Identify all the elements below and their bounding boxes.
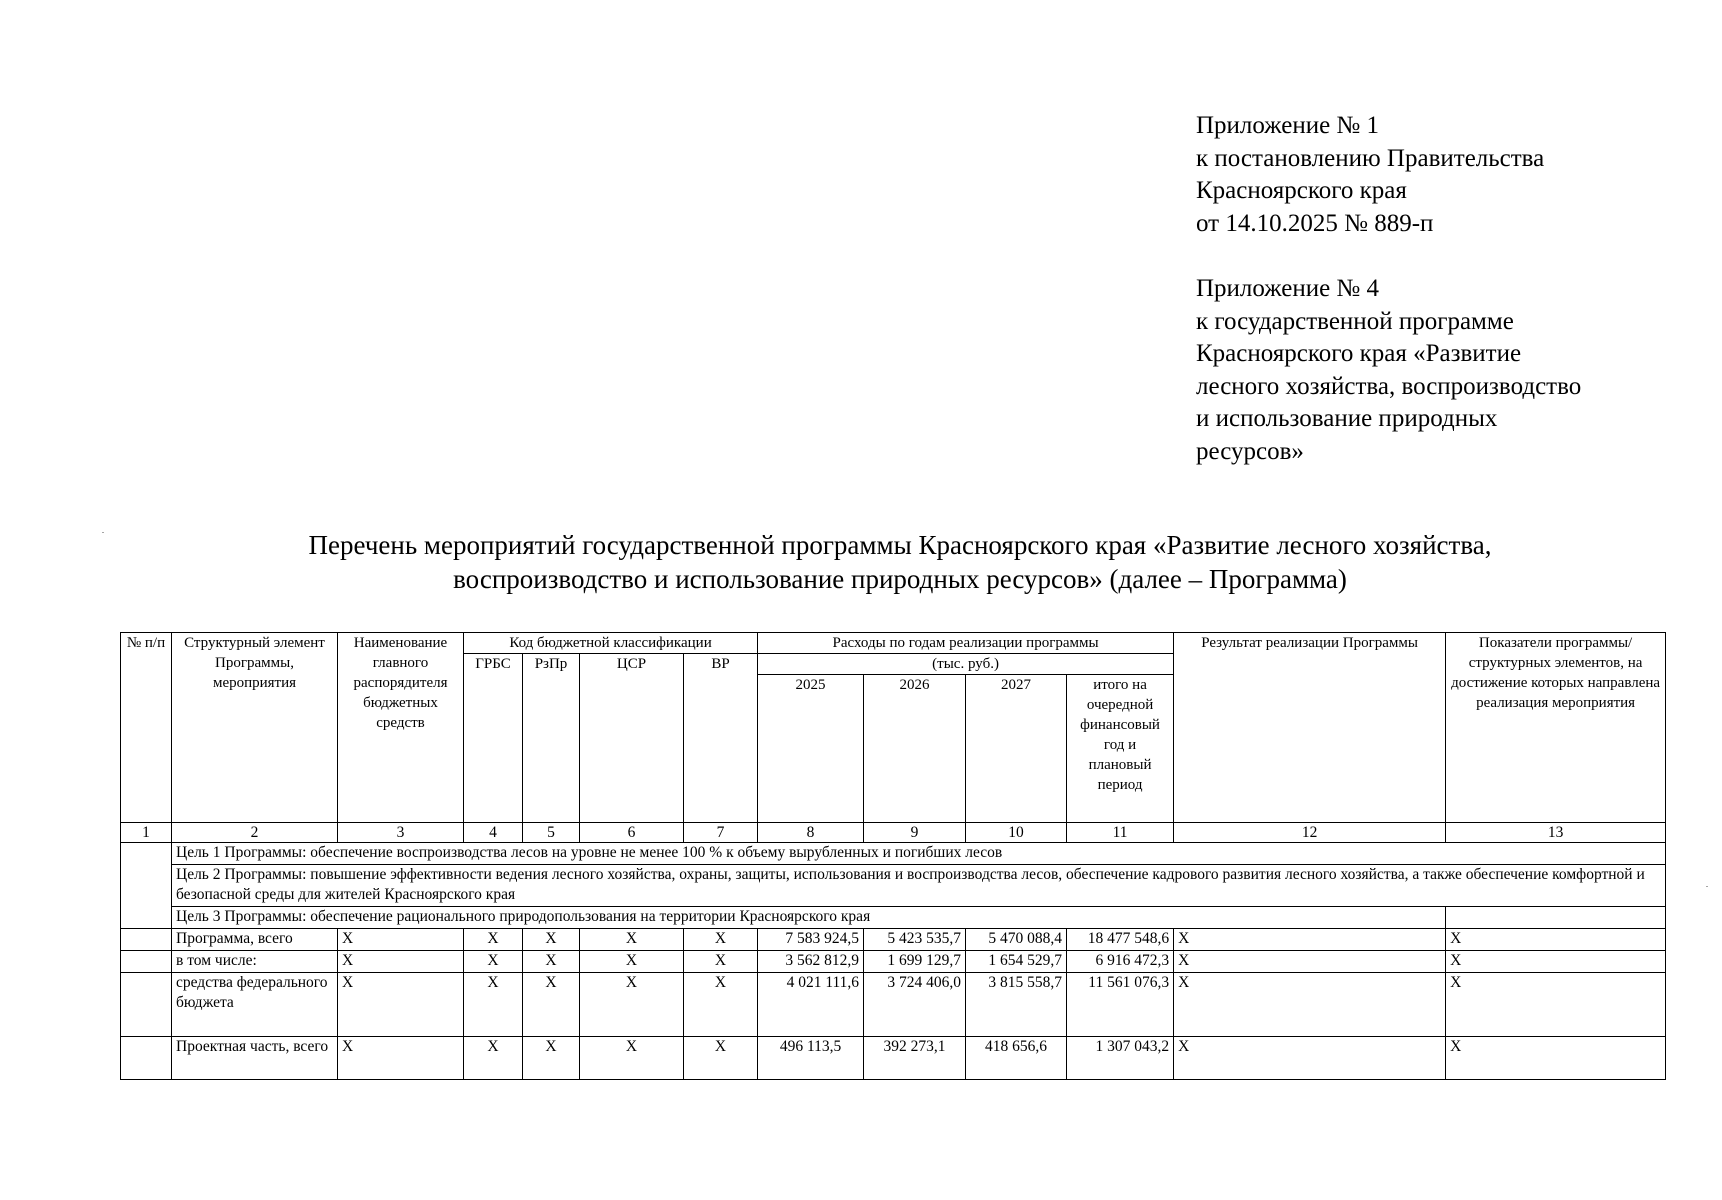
column-number: 8 bbox=[758, 823, 864, 843]
row-vr: X bbox=[684, 973, 758, 1037]
row-result: X bbox=[1174, 1037, 1446, 1080]
header-budget-code: Код бюджетной классификации bbox=[464, 633, 758, 654]
goal-1-text: Цель 1 Программы: обеспечение воспроизводства лесов на уровне не менее 100 % к объему вырубленных и погибших лесов bbox=[172, 843, 1666, 865]
goal-num-cell bbox=[121, 843, 172, 929]
row-2027: 5 470 088,4 bbox=[966, 929, 1067, 951]
goal-3-text: Цель 3 Программы: обеспечение рационального природопользования на территории Красноярского края bbox=[172, 907, 1446, 929]
header-grbs: ГРБС bbox=[464, 654, 523, 823]
measures-table bbox=[120, 632, 1666, 1080]
row-num bbox=[121, 951, 172, 973]
row-total: 11 561 076,3 bbox=[1067, 973, 1174, 1037]
header-year-2027: 2027 bbox=[966, 675, 1067, 823]
row-2027: 418 656,6 bbox=[966, 1037, 1067, 1080]
row-name: средства федерального бюджета bbox=[172, 973, 338, 1037]
header-expenses: Расходы по годам реализации программы bbox=[758, 633, 1174, 654]
row-rzpr: X bbox=[523, 973, 580, 1037]
row-csr: X bbox=[580, 1037, 684, 1080]
row-rzpr: X bbox=[523, 1037, 580, 1080]
column-number: 4 bbox=[464, 823, 523, 843]
row-csr: X bbox=[580, 951, 684, 973]
table-row bbox=[121, 973, 1666, 1037]
table-row bbox=[121, 951, 1666, 973]
row-2027: 3 815 558,7 bbox=[966, 973, 1067, 1037]
row-2026: 392 273,1 bbox=[864, 1037, 966, 1080]
row-grbs-name: X bbox=[338, 951, 464, 973]
row-num bbox=[121, 973, 172, 1037]
column-number: 3 bbox=[338, 823, 464, 843]
column-number: 6 bbox=[580, 823, 684, 843]
header-year-2025: 2025 bbox=[758, 675, 864, 823]
annex-4-line: и использование природных bbox=[1196, 405, 1498, 432]
row-num bbox=[121, 1037, 172, 1080]
row-2027: 1 654 529,7 bbox=[966, 951, 1067, 973]
header-units: (тыс. руб.) bbox=[758, 654, 1174, 675]
row-2025: 3 562 812,9 bbox=[758, 951, 864, 973]
row-grbs: X bbox=[464, 951, 523, 973]
row-rzpr: X bbox=[523, 929, 580, 951]
row-vr: X bbox=[684, 1037, 758, 1080]
row-indicators: X bbox=[1446, 929, 1666, 951]
annex-1-block bbox=[1196, 110, 1544, 240]
header-result: Результат реализации Программы bbox=[1174, 633, 1446, 823]
column-number: 13 bbox=[1446, 823, 1666, 843]
row-name: Программа, всего bbox=[172, 929, 338, 951]
row-vr: X bbox=[684, 929, 758, 951]
header-vr: ВР bbox=[684, 654, 758, 823]
row-name: Проектная часть, всего bbox=[172, 1037, 338, 1080]
row-2025: 496 113,5 bbox=[758, 1037, 864, 1080]
table-row bbox=[121, 1037, 1666, 1080]
column-number: 7 bbox=[684, 823, 758, 843]
row-grbs: X bbox=[464, 973, 523, 1037]
annex-1-line: Приложение № 1 bbox=[1196, 112, 1380, 139]
column-number: 1 bbox=[121, 823, 172, 843]
header-structural-element: Структурный элемент Программы, мероприятия bbox=[172, 633, 338, 823]
column-numbers-row bbox=[121, 823, 1666, 843]
annex-4-block bbox=[1196, 273, 1581, 468]
column-number: 10 bbox=[966, 823, 1067, 843]
document-title-line-1: Перечень мероприятий государственной программы Красноярского края «Развитие лесного хозяйства, bbox=[308, 530, 1492, 560]
row-result: X bbox=[1174, 929, 1446, 951]
row-2026: 5 423 535,7 bbox=[864, 929, 966, 951]
row-grbs: X bbox=[464, 929, 523, 951]
row-indicators: X bbox=[1446, 973, 1666, 1037]
goal-row bbox=[121, 907, 1666, 929]
row-grbs-name: X bbox=[338, 1037, 464, 1080]
header-indicators: Показатели программы/ структурных элементов, на достижение которых направлена реализация мероприятия bbox=[1446, 633, 1666, 823]
goal-row bbox=[121, 865, 1666, 907]
column-number: 2 bbox=[172, 823, 338, 843]
annex-4-line: к государственной программе bbox=[1196, 307, 1514, 335]
row-num bbox=[121, 929, 172, 951]
row-result: X bbox=[1174, 951, 1446, 973]
row-2026: 1 699 129,7 bbox=[864, 951, 966, 973]
annex-4-line: Красноярского края «Развитие bbox=[1196, 340, 1522, 367]
annex-4-line: ресурсов» bbox=[1196, 437, 1304, 465]
row-total: 18 477 548,6 bbox=[1067, 929, 1174, 951]
column-number: 5 bbox=[523, 823, 580, 843]
scan-mark: - bbox=[1706, 884, 1708, 890]
document-title bbox=[120, 528, 1680, 596]
header-total: итого на очередной финансовый год и плановый период bbox=[1067, 675, 1174, 823]
header-grbs-name: Наименование главного распорядителя бюджетных средств bbox=[338, 633, 464, 823]
column-number: 11 bbox=[1067, 823, 1174, 843]
row-2025: 4 021 111,6 bbox=[758, 973, 864, 1037]
row-2026: 3 724 406,0 bbox=[864, 973, 966, 1037]
column-number: 12 bbox=[1174, 823, 1446, 843]
goal-2-text: Цель 2 Программы: повышение эффективности ведения лесного хозяйства, охраны, защиты, использования и воспроизводства лесов, обеспечение кадрового развития лесного хозяйства, а также обеспечение комфортной и безопасной среды для жителей Красноярского края bbox=[172, 865, 1666, 907]
annex-1-line: Красноярского края bbox=[1196, 177, 1407, 204]
goal-row bbox=[121, 843, 1666, 865]
row-total: 1 307 043,2 bbox=[1067, 1037, 1174, 1080]
row-grbs: X bbox=[464, 1037, 523, 1080]
header-rzpr: РзПр bbox=[523, 654, 580, 823]
annex-4-line: Приложение № 4 bbox=[1196, 275, 1380, 302]
row-result: X bbox=[1174, 973, 1446, 1037]
header-year-2026: 2026 bbox=[864, 675, 966, 823]
header-num: № п/п bbox=[121, 633, 172, 823]
column-number: 9 bbox=[864, 823, 966, 843]
row-rzpr: X bbox=[523, 951, 580, 973]
scan-mark: - bbox=[102, 530, 104, 536]
row-grbs-name: X bbox=[338, 929, 464, 951]
annex-4-line: лесного хозяйства, воспроизводство bbox=[1196, 372, 1582, 400]
document-title-line-2: воспроизводство и использование природных ресурсов» (далее – Программа) bbox=[453, 564, 1347, 594]
header-csr: ЦСР bbox=[580, 654, 684, 823]
annex-1-line: к постановлению Правительства bbox=[1196, 144, 1545, 172]
row-csr: X bbox=[580, 973, 684, 1037]
row-grbs-name: X bbox=[338, 973, 464, 1037]
empty-cell bbox=[1446, 907, 1666, 929]
row-csr: X bbox=[580, 929, 684, 951]
row-name: в том числе: bbox=[172, 951, 338, 973]
row-total: 6 916 472,3 bbox=[1067, 951, 1174, 973]
row-indicators: X bbox=[1446, 1037, 1666, 1080]
table-row bbox=[121, 929, 1666, 951]
row-2025: 7 583 924,5 bbox=[758, 929, 864, 951]
annex-1-line: от 14.10.2025 № 889-п bbox=[1196, 209, 1434, 237]
row-vr: X bbox=[684, 951, 758, 973]
row-indicators: X bbox=[1446, 951, 1666, 973]
